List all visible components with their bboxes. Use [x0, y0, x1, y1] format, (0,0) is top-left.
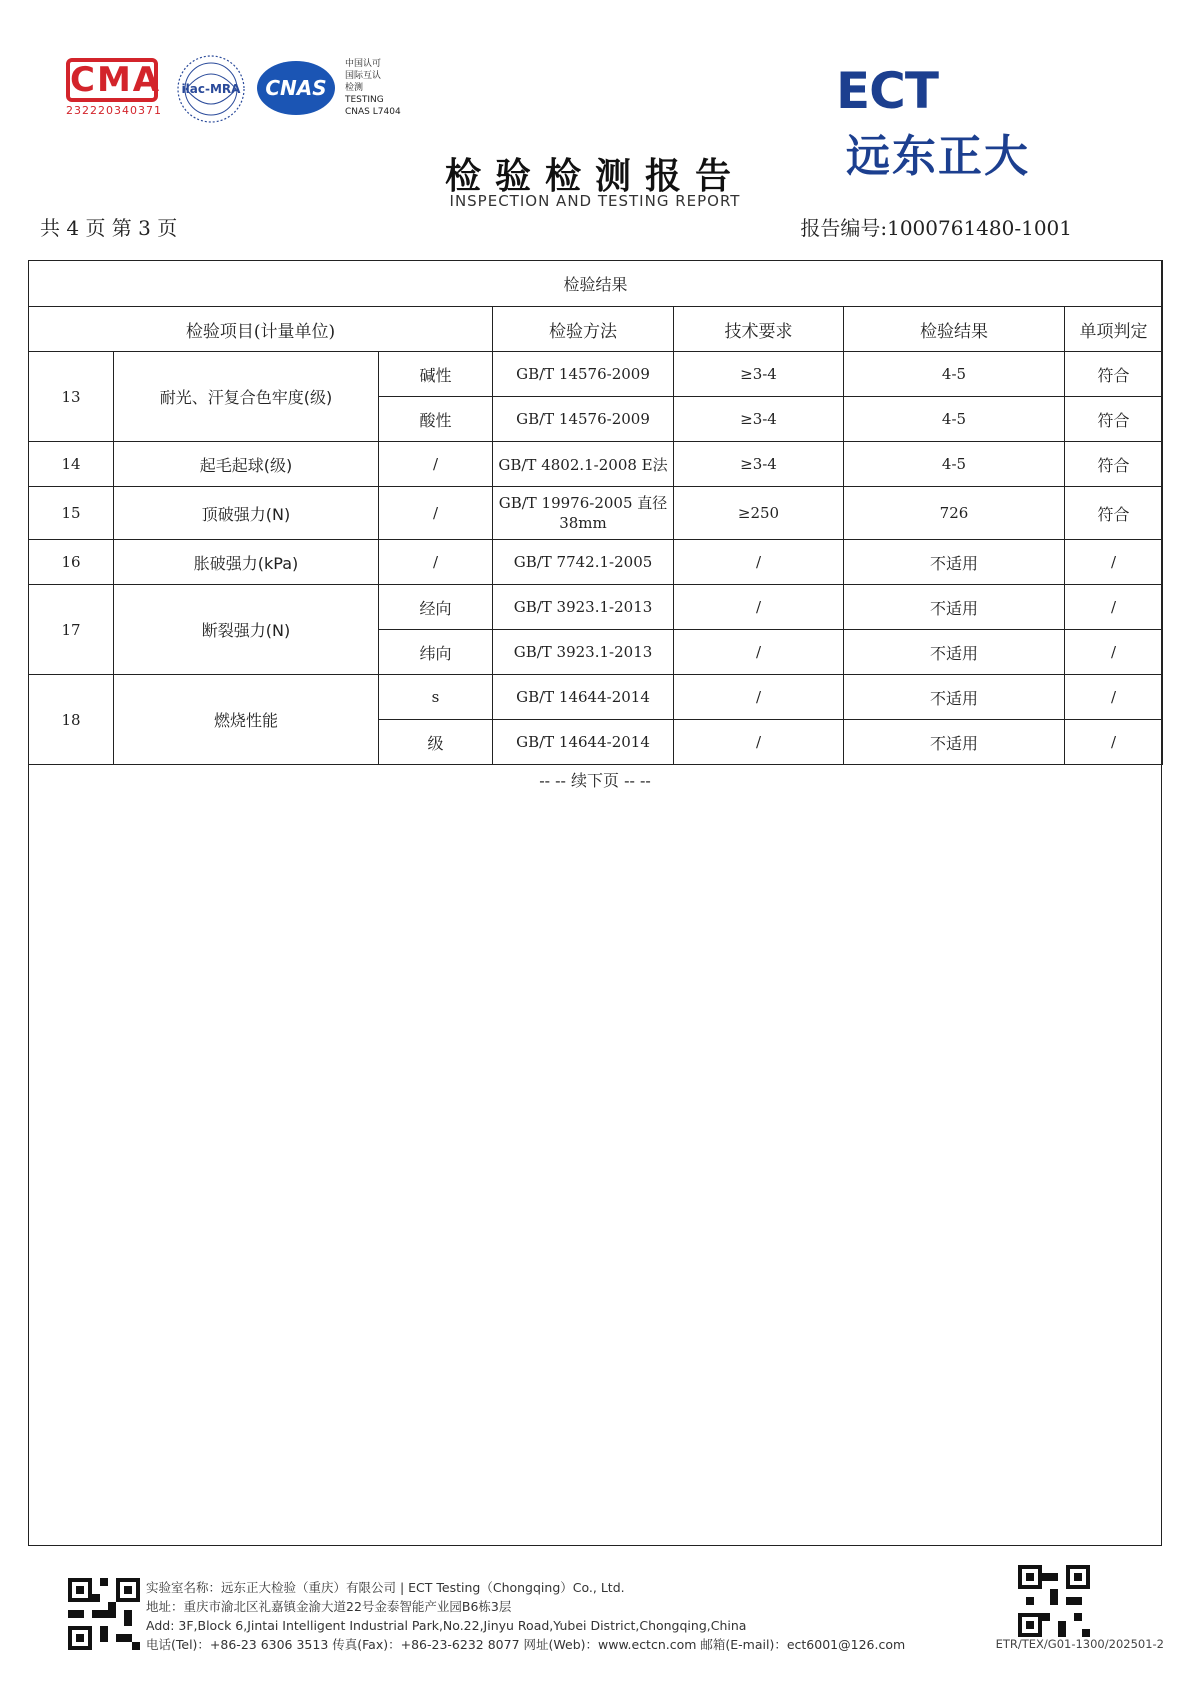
row-judgement: 符合	[1065, 442, 1163, 487]
row-no: 18	[29, 675, 114, 765]
cnas-line: 检测	[345, 83, 364, 93]
row-no: 13	[29, 352, 114, 442]
row-condition: 纬向	[379, 630, 493, 675]
row-item: 燃烧性能	[114, 675, 379, 765]
report-number: 报告编号:1000761480-1001	[800, 216, 1072, 240]
row-judgement: 符合	[1065, 352, 1163, 397]
table-row	[29, 585, 1163, 630]
table-row	[29, 352, 1163, 397]
form-number: ETR/TEX/G01-1300/202501-2	[995, 1637, 1164, 1651]
row-no: 15	[29, 487, 114, 540]
footer-info	[146, 1578, 905, 1654]
row-requirement: ≥3-4	[674, 442, 844, 487]
row-item: 起毛起球(级)	[114, 442, 379, 487]
ect-logo	[836, 62, 1136, 182]
row-method: GB/T 14576-2009	[493, 352, 674, 397]
row-condition: /	[379, 540, 493, 585]
row-requirement: /	[674, 540, 844, 585]
row-method: GB/T 3923.1-2013	[493, 630, 674, 675]
row-method: GB/T 14576-2009	[493, 397, 674, 442]
header-method: 检验方法	[493, 307, 674, 352]
ect-brand: ECT	[836, 62, 938, 120]
ilac-text: ilac-MRA	[181, 82, 241, 96]
cnas-line: 中国认可	[345, 59, 382, 69]
cnas-line: TESTING	[345, 95, 384, 105]
row-method: GB/T 4802.1-2008 E法	[493, 442, 674, 487]
ect-brand-cn: 远东正大	[846, 131, 1030, 182]
row-condition: 经向	[379, 585, 493, 630]
row-item: 耐光、汗复合色牢度(级)	[114, 352, 379, 442]
row-result: 不适用	[844, 585, 1065, 630]
table-caption: 检验结果	[29, 261, 1163, 307]
row-result: 4-5	[844, 352, 1065, 397]
results-table	[28, 260, 1163, 765]
row-method: GB/T 19976-2005 直径38mm	[493, 487, 674, 540]
row-no: 16	[29, 540, 114, 585]
header-requirement: 技术要求	[674, 307, 844, 352]
row-method: GB/T 14644-2014	[493, 675, 674, 720]
row-item: 胀破强力(kPa)	[114, 540, 379, 585]
qr-code-icon	[68, 1578, 140, 1650]
row-condition: 级	[379, 720, 493, 765]
row-judgement: 符合	[1065, 487, 1163, 540]
cma-number: 232220340371	[66, 104, 162, 117]
cnas-line: CNAS L7404	[345, 107, 401, 117]
row-requirement: /	[674, 585, 844, 630]
row-judgement: 符合	[1065, 397, 1163, 442]
header-item: 检验项目(计量单位)	[29, 307, 493, 352]
row-result: 不适用	[844, 675, 1065, 720]
table-row	[29, 442, 1163, 487]
row-method: GB/T 14644-2014	[493, 720, 674, 765]
ilac-mra-logo	[176, 54, 246, 124]
row-result: 4-5	[844, 397, 1065, 442]
row-judgement: /	[1065, 630, 1163, 675]
row-requirement: /	[674, 720, 844, 765]
row-judgement: /	[1065, 675, 1163, 720]
report-subtitle: INSPECTION AND TESTING REPORT	[449, 192, 741, 210]
row-item: 顶破强力(N)	[114, 487, 379, 540]
row-no: 14	[29, 442, 114, 487]
header-result: 检验结果	[844, 307, 1065, 352]
cma-mark: CMA	[66, 58, 158, 102]
row-result: 4-5	[844, 442, 1065, 487]
table-row	[29, 540, 1163, 585]
row-result: 不适用	[844, 630, 1065, 675]
row-method: GB/T 3923.1-2013	[493, 585, 674, 630]
page-count: 共 4 页 第 3 页	[40, 216, 178, 240]
row-requirement: ≥250	[674, 487, 844, 540]
continued-note: -- -- 续下页 -- --	[539, 771, 651, 790]
cma-logo	[66, 58, 162, 122]
row-result: 不适用	[844, 540, 1065, 585]
row-item: 断裂强力(N)	[114, 585, 379, 675]
report-title: 检验检测报告	[444, 156, 745, 197]
row-judgement: /	[1065, 720, 1163, 765]
cnas-logo	[255, 58, 337, 118]
header-judgement: 单项判定	[1065, 307, 1163, 352]
qr-code-icon	[1018, 1565, 1090, 1637]
row-requirement: /	[674, 675, 844, 720]
row-result: 726	[844, 487, 1065, 540]
cnas-line: 国际互认	[345, 71, 382, 81]
table-row	[29, 675, 1163, 720]
footer-lab-name: 实验室名称：远东正大检验（重庆）有限公司 | ECT Testing（Chongqing）Co., Ltd.	[146, 1580, 625, 1595]
row-requirement: ≥3-4	[674, 397, 844, 442]
footer-address-en: Add: 3F,Block 6,Jintai Intelligent Industrial Park,No.22,Jinyu Road,Yubei District,Chongqing,China	[146, 1618, 747, 1633]
cnas-text: CNAS	[265, 76, 327, 100]
footer-contact: 电话(Tel)：+86-23 6306 3513 传真(Fax)：+86-23-6232 8077 网址(Web)：www.ectcn.com 邮箱(E-mail)：ect6001@126.com	[146, 1637, 906, 1652]
row-method: GB/T 7742.1-2005	[493, 540, 674, 585]
table-row	[29, 487, 1163, 540]
row-condition: 碱性	[379, 352, 493, 397]
row-condition: 酸性	[379, 397, 493, 442]
footer-address-cn: 地址：重庆市渝北区礼嘉镇金渝大道22号金泰智能产业园B6栋3层	[146, 1599, 512, 1614]
cnas-accreditation-text	[345, 58, 401, 118]
row-requirement: ≥3-4	[674, 352, 844, 397]
row-judgement: /	[1065, 540, 1163, 585]
row-requirement: /	[674, 630, 844, 675]
row-condition: /	[379, 442, 493, 487]
row-condition: /	[379, 487, 493, 540]
row-judgement: /	[1065, 585, 1163, 630]
row-result: 不适用	[844, 720, 1065, 765]
row-no: 17	[29, 585, 114, 675]
row-condition: s	[379, 675, 493, 720]
